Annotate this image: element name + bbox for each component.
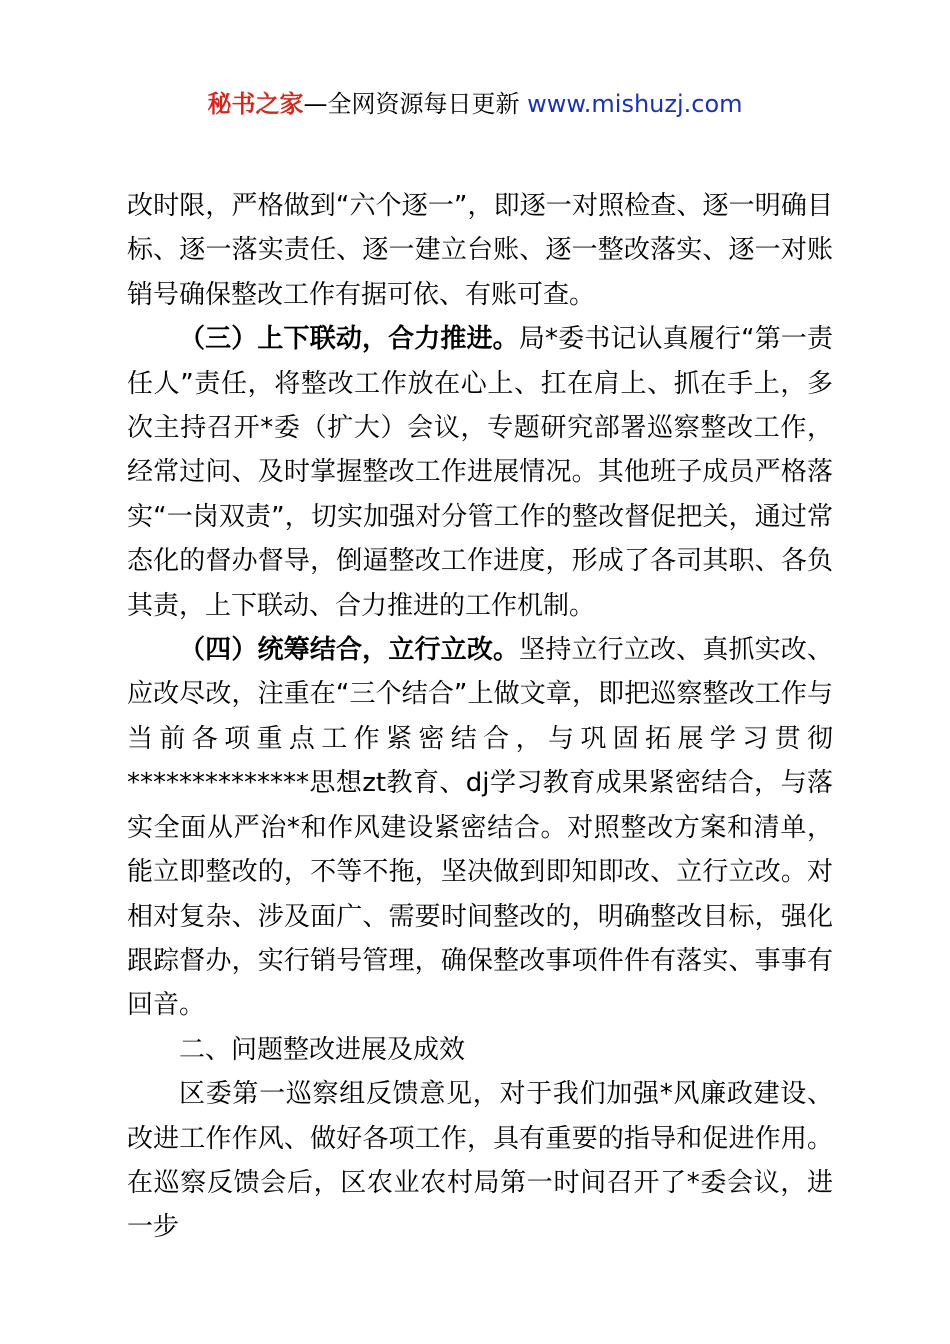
site-url-link[interactable]: www.mishuzj.com (527, 90, 743, 118)
section-heading: （三）上下联动，合力推进。 (179, 324, 519, 355)
paragraph-text: 局*委书记认真履行“第一责任人”责任，将整改工作放在心上、扛在肩上、抓在手上，多次主持召开*委（扩大）会议，专题研究部署巡察整改工作，经常过问、及时掌握整改工作进展情况。其他班子成员严格落实“一岗双责”，切实加强对分管工作的整改督促把关，通过常态化的督办督导，倒逼整改工作进度，形成了各司其职、各负其责，上下联动、合力推进的工作机制。 (127, 324, 833, 621)
site-header (0, 86, 950, 122)
paragraph-section-four (127, 628, 833, 1028)
site-brand: 秘书之家 (207, 90, 304, 118)
paragraph-text: 区委第一巡察组反馈意见，对于我们加强*风廉政建设、改进工作作风、做好各项工作，具有重要的指导和促进作用。在巡察反馈会后，区农业农村局第一时间召开了*委会议，进一步 (127, 1079, 833, 1243)
paragraph-continuation (127, 184, 833, 317)
document-body (127, 184, 833, 1250)
section-heading: （四）统筹结合，立行立改。 (179, 635, 520, 666)
paragraph-text: 改时限，严格做到“六个逐一”，即逐一对照检查、逐一明确目标、逐一落实责任、逐一建立台账、逐一整改落实、逐一对账销号确保整改工作有据可依、有账可查。 (127, 191, 833, 310)
paragraph-text: 坚持立行立改、真抓实改、应改尽改，注重在“三个结合”上做文章，即把巡察整改工作与当前各项重点工作紧密结合，与巩固拓展学习贯彻**************思想zt教育、dj学习教育成果紧密结合，与落实全面从严治*和作风建设紧密结合。对照整改方案和清单，能立即整改的，不等不拖，坚决做到即知即改、立行立改。对相对复杂、涉及面广、需要时间整改的，明确整改目标，强化跟踪督办，实行销号管理，确保整改事项件件有落实、事事有回音。 (127, 635, 833, 1021)
chapter-heading (127, 1028, 833, 1072)
paragraph-chapter-two-intro (127, 1072, 833, 1250)
site-tagline: —全网资源每日更新 (303, 90, 520, 118)
paragraph-text: 二、问题整改进展及成效 (179, 1034, 466, 1065)
paragraph-section-three (127, 317, 833, 628)
